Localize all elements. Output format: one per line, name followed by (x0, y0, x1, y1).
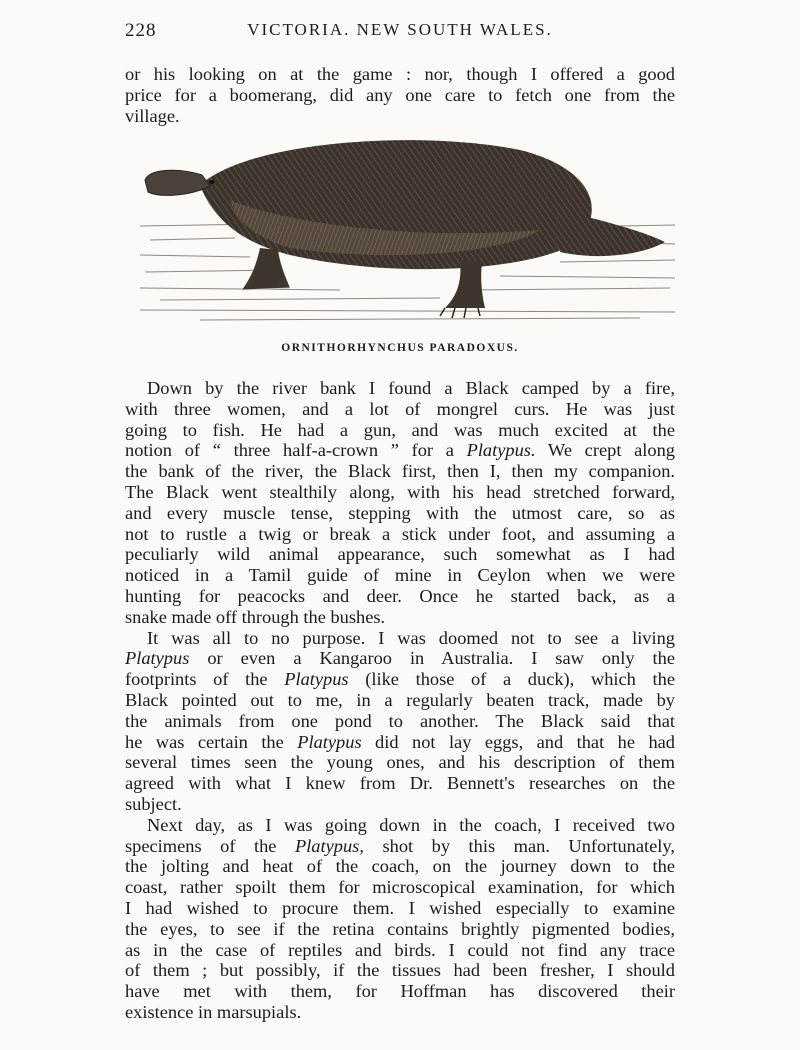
text-line: footprints of the Platypus (like those of a duck), which the (125, 669, 675, 690)
text-line: specimens of the Platypus, shot by this man. Unfortunately, (125, 835, 675, 856)
text-line: several times seen the young ones, and his description of them (125, 752, 675, 773)
text-line: I had wished to procure them. I wished especially to examine (125, 897, 675, 918)
text-line: subject. (125, 793, 182, 814)
italic-term: Platypus. (466, 440, 536, 461)
text-line: he was certain the Platypus did not lay eggs, and that he had (125, 731, 675, 752)
text-line: notion of “ three half-a-crown ” for a Platypus. We crept along (125, 440, 675, 461)
body-text (125, 378, 675, 1023)
text-line: and every muscle tense, stepping with the utmost care, so as (125, 502, 675, 523)
text-line: Platypus or even a Kangaroo in Australia. I saw only the (125, 648, 675, 669)
intro-text (125, 64, 675, 126)
running-title: VICTORIA. NEW SOUTH WALES. (247, 20, 553, 39)
text-line: the animals from one pond to another. The Black said that (125, 710, 675, 731)
text-line: hunting for peacocks and deer. Once he started back, as a (125, 585, 675, 606)
italic-term: Platypus (297, 731, 362, 752)
figure-caption: ORNITHORHYNCHUS PARADOXUS. (281, 342, 519, 354)
running-head (125, 20, 675, 44)
text-line: The Black went stealthily along, with his head stretched forward, (125, 481, 675, 502)
platypus-illustration (140, 130, 675, 330)
page-number: 228 (125, 20, 157, 41)
text-line: as in the case of reptiles and birds. I could not find any trace (125, 939, 675, 960)
text-line: not to rustle a twig or break a stick under foot, and assuming a (125, 523, 675, 544)
text-line: of them ; but possibly, if the tissues had been fresher, I should (125, 960, 675, 981)
text-line: agreed with what I knew from Dr. Bennett's researches on the (125, 773, 675, 794)
italic-term: Platypus (125, 648, 190, 669)
text-line: peculiarly wild animal appearance, such somewhat as I had (125, 544, 675, 565)
italic-term: Platypus (284, 669, 349, 690)
text-line: Down by the river bank I found a Black camped by a fire, (147, 378, 675, 398)
text-line: coast, rather spoilt them for microscopical examination, for which (125, 877, 675, 898)
text-line: the bank of the river, the Black first, then I, then my companion. (125, 461, 675, 482)
text-line: the jolting and heat of the coach, on the journey down to the (125, 856, 675, 877)
text-line: or his looking on at the game : nor, though I offered a good (125, 64, 675, 84)
text-line: noticed in a Tamil guide of mine in Ceylon when we were (125, 565, 675, 586)
text-line: Black pointed out to me, in a regularly beaten track, made by (125, 689, 675, 710)
text-line: It was all to no purpose. I was doomed not to see a living (147, 627, 675, 648)
italic-term: Platypus, (294, 835, 364, 856)
text-line: going to fish. He had a gun, and was much excited at the (125, 419, 675, 440)
text-line: existence in marsupials. (125, 1001, 302, 1022)
text-line: with three women, and a lot of mongrel curs. He was just (125, 398, 675, 419)
text-line: the eyes, to see if the retina contains brightly pigmented bodies, (125, 918, 675, 939)
text-line: Next day, as I was going down in the coach, I received two (147, 814, 675, 835)
text-line: village. (125, 105, 180, 126)
text-line: price for a boomerang, did any one care to fetch one from the (125, 84, 675, 105)
text-line: have met with them, for Hoffman has discovered their (125, 981, 675, 1002)
text-line: snake made off through the bushes. (125, 606, 386, 627)
